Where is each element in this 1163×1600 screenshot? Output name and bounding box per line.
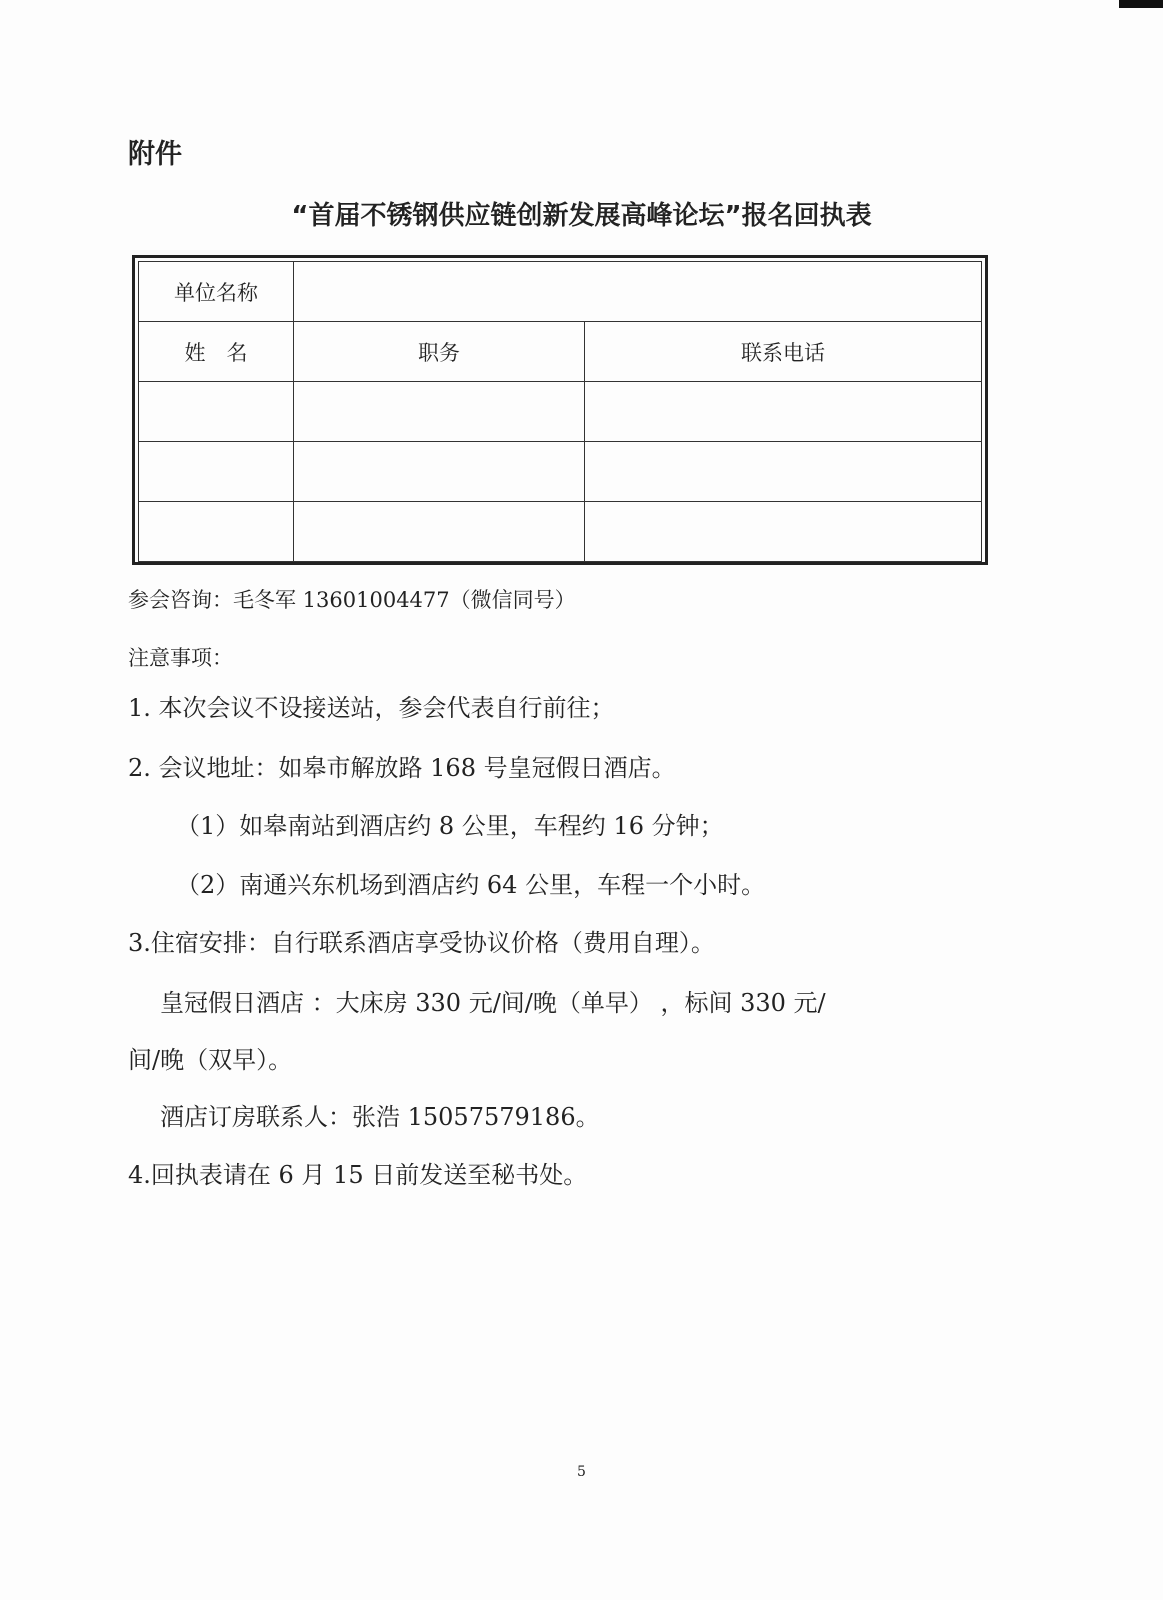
table-row [139,502,982,562]
table-row [139,382,982,442]
document-title: “首届不锈钢供应链创新发展高峰论坛”报名回执表 [291,201,872,231]
header-phone: 联系电话 [585,322,982,382]
position-cell[interactable] [294,502,585,562]
note-item-3-price-line-2: 间/晚（双早）。 [128,1046,293,1074]
position-cell[interactable] [294,382,585,442]
unit-value-cell[interactable] [294,262,982,322]
attachment-label: 附件 [128,139,182,170]
notes-heading: 注意事项： [128,646,233,670]
unit-label: 单位名称 [139,262,294,322]
header-name: 姓 名 [139,322,294,382]
page-number: 5 [577,1464,586,1480]
scan-edge-mark [1119,0,1163,8]
position-cell[interactable] [294,442,585,502]
name-cell[interactable] [139,382,294,442]
note-item-3-booking: 酒店订房联系人：张浩 15057579186。 [160,1103,600,1131]
unit-row [139,262,982,322]
note-item-2-sub-1: （1）如皋南站到酒店约 8 公里，车程约 16 分钟； [176,812,724,840]
header-row [139,322,982,382]
header-position: 职务 [294,322,585,382]
phone-cell[interactable] [585,502,982,562]
note-item-1: 1. 本次会议不设接送站，参会代表自行前往； [128,694,615,722]
phone-cell[interactable] [585,442,982,502]
contact-info: 参会咨询：毛冬军 13601004477（微信同号） [128,588,576,612]
registration-table [138,261,982,562]
registration-form [132,255,988,565]
note-item-3-price-line-1: 皇冠假日酒店 ：大床房 330 元/间/晚（单早） ，标间 330 元/ [160,989,826,1017]
note-item-3: 3.住宿安排：自行联系酒店享受协议价格（费用自理）。 [128,929,715,957]
phone-cell[interactable] [585,382,982,442]
note-item-2-sub-2: （2）南通兴东机场到酒店约 64 公里，车程一个小时。 [176,871,766,899]
note-item-4: 4.回执表请在 6 月 15 日前发送至秘书处。 [128,1161,588,1189]
table-row [139,442,982,502]
name-cell[interactable] [139,502,294,562]
note-item-2: 2. 会议地址：如皋市解放路 168 号皇冠假日酒店。 [128,754,676,782]
name-cell[interactable] [139,442,294,502]
